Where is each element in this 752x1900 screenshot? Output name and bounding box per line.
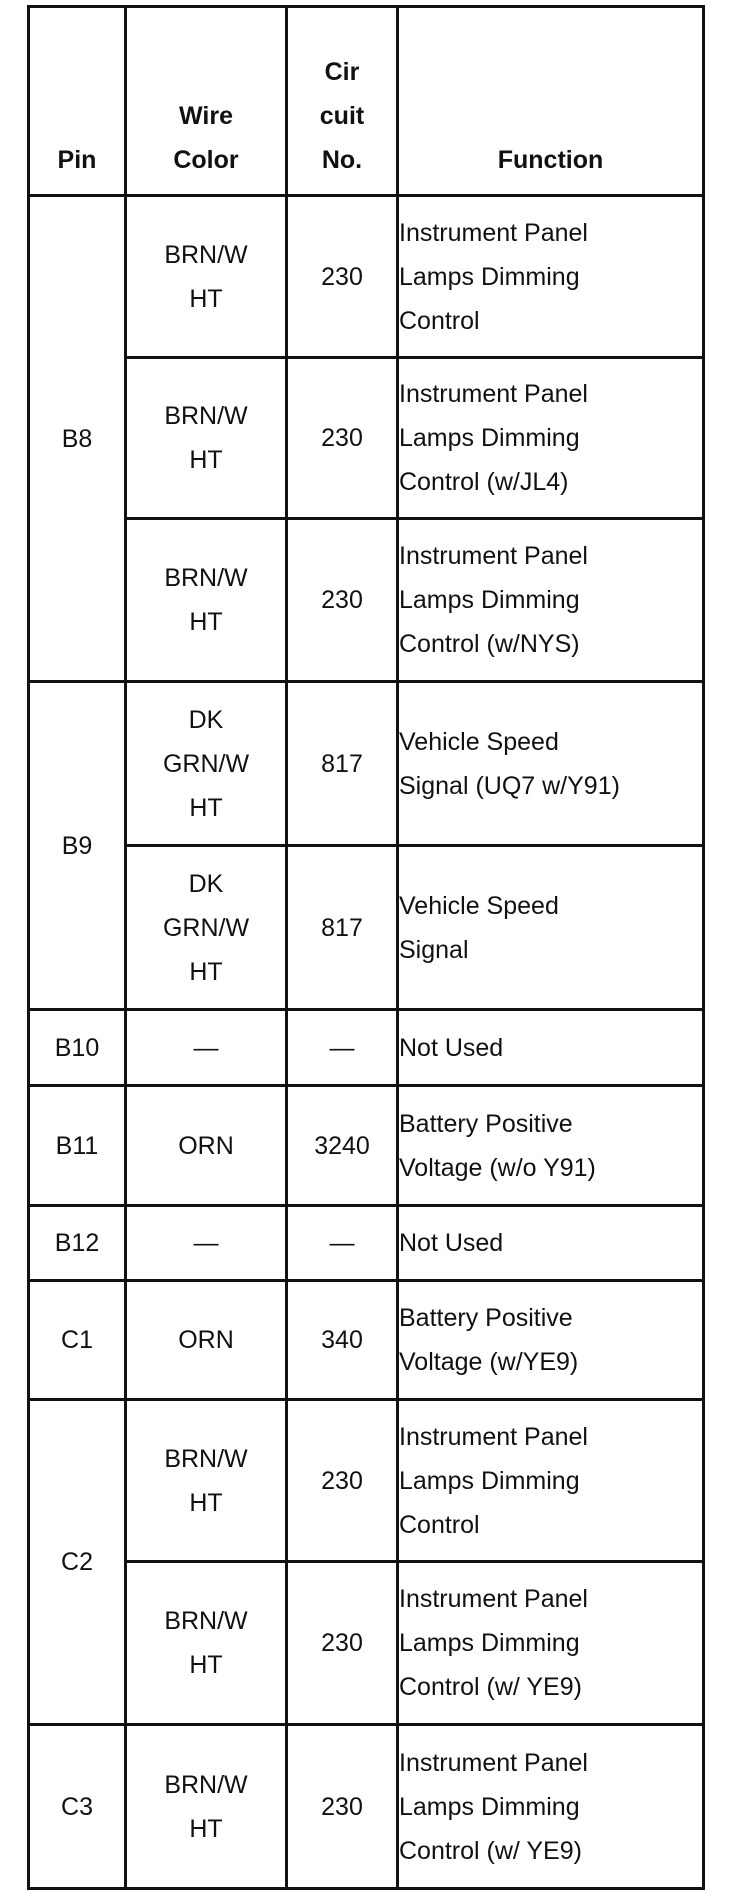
function-cell: Not Used	[398, 1010, 704, 1086]
header-circuit-no: Cir cuit No.	[287, 7, 398, 196]
circuit-cell: 817	[287, 846, 398, 1010]
header-wire-color: Wire Color	[126, 7, 287, 196]
wire-color-cell: BRN/W HT	[126, 196, 287, 358]
function-cell: Not Used	[398, 1206, 704, 1281]
table-header-row	[29, 7, 704, 196]
circuit-cell: —	[287, 1010, 398, 1086]
circuit-cell: 340	[287, 1281, 398, 1400]
wire-color-cell: —	[126, 1206, 287, 1281]
table-row	[29, 519, 704, 682]
function-cell: Vehicle Speed Signal	[398, 846, 704, 1010]
wire-color-cell: DK GRN/W HT	[126, 682, 287, 846]
circuit-cell: 230	[287, 519, 398, 682]
circuit-cell: 230	[287, 1400, 398, 1562]
table-row	[29, 1281, 704, 1400]
wire-color-cell: ORN	[126, 1281, 287, 1400]
header-function: Function	[398, 7, 704, 196]
circuit-cell: 230	[287, 196, 398, 358]
table-row	[29, 196, 704, 358]
pin-function-table	[27, 5, 705, 1890]
function-cell: Instrument Panel Lamps Dimming Control	[398, 1400, 704, 1562]
pin-cell: C2	[29, 1400, 126, 1725]
wire-color-cell: BRN/W HT	[126, 1725, 287, 1889]
wire-color-cell: BRN/W HT	[126, 358, 287, 519]
circuit-cell: 230	[287, 358, 398, 519]
wire-color-cell: BRN/W HT	[126, 519, 287, 682]
pin-cell: B12	[29, 1206, 126, 1281]
pin-cell: B9	[29, 682, 126, 1010]
function-cell: Instrument Panel Lamps Dimming Control (w/ YE9)	[398, 1725, 704, 1889]
circuit-cell: —	[287, 1206, 398, 1281]
table-row	[29, 1400, 704, 1562]
function-cell: Instrument Panel Lamps Dimming Control	[398, 196, 704, 358]
wire-color-cell: BRN/W HT	[126, 1400, 287, 1562]
wire-color-cell: ORN	[126, 1086, 287, 1206]
wire-color-cell: BRN/W HT	[126, 1562, 287, 1725]
function-cell: Instrument Panel Lamps Dimming Control (w/ YE9)	[398, 1562, 704, 1725]
header-pin: Pin	[29, 7, 126, 196]
pin-cell: B10	[29, 1010, 126, 1086]
pin-cell: B8	[29, 196, 126, 682]
table-row	[29, 1086, 704, 1206]
circuit-cell: 3240	[287, 1086, 398, 1206]
function-cell: Battery Positive Voltage (w/YE9)	[398, 1281, 704, 1400]
table-row	[29, 846, 704, 1010]
table-row	[29, 1010, 704, 1086]
table-row	[29, 358, 704, 519]
circuit-cell: 230	[287, 1562, 398, 1725]
function-cell: Battery Positive Voltage (w/o Y91)	[398, 1086, 704, 1206]
circuit-cell: 817	[287, 682, 398, 846]
circuit-cell: 230	[287, 1725, 398, 1889]
pin-cell: C1	[29, 1281, 126, 1400]
wire-color-cell: DK GRN/W HT	[126, 846, 287, 1010]
pin-cell: B11	[29, 1086, 126, 1206]
table-row	[29, 682, 704, 846]
pin-cell: C3	[29, 1725, 126, 1889]
function-cell: Instrument Panel Lamps Dimming Control (w/JL4)	[398, 358, 704, 519]
table-row	[29, 1725, 704, 1889]
function-cell: Instrument Panel Lamps Dimming Control (w/NYS)	[398, 519, 704, 682]
table-row	[29, 1562, 704, 1725]
function-cell: Vehicle Speed Signal (UQ7 w/Y91)	[398, 682, 704, 846]
table-row	[29, 1206, 704, 1281]
wire-color-cell: —	[126, 1010, 287, 1086]
